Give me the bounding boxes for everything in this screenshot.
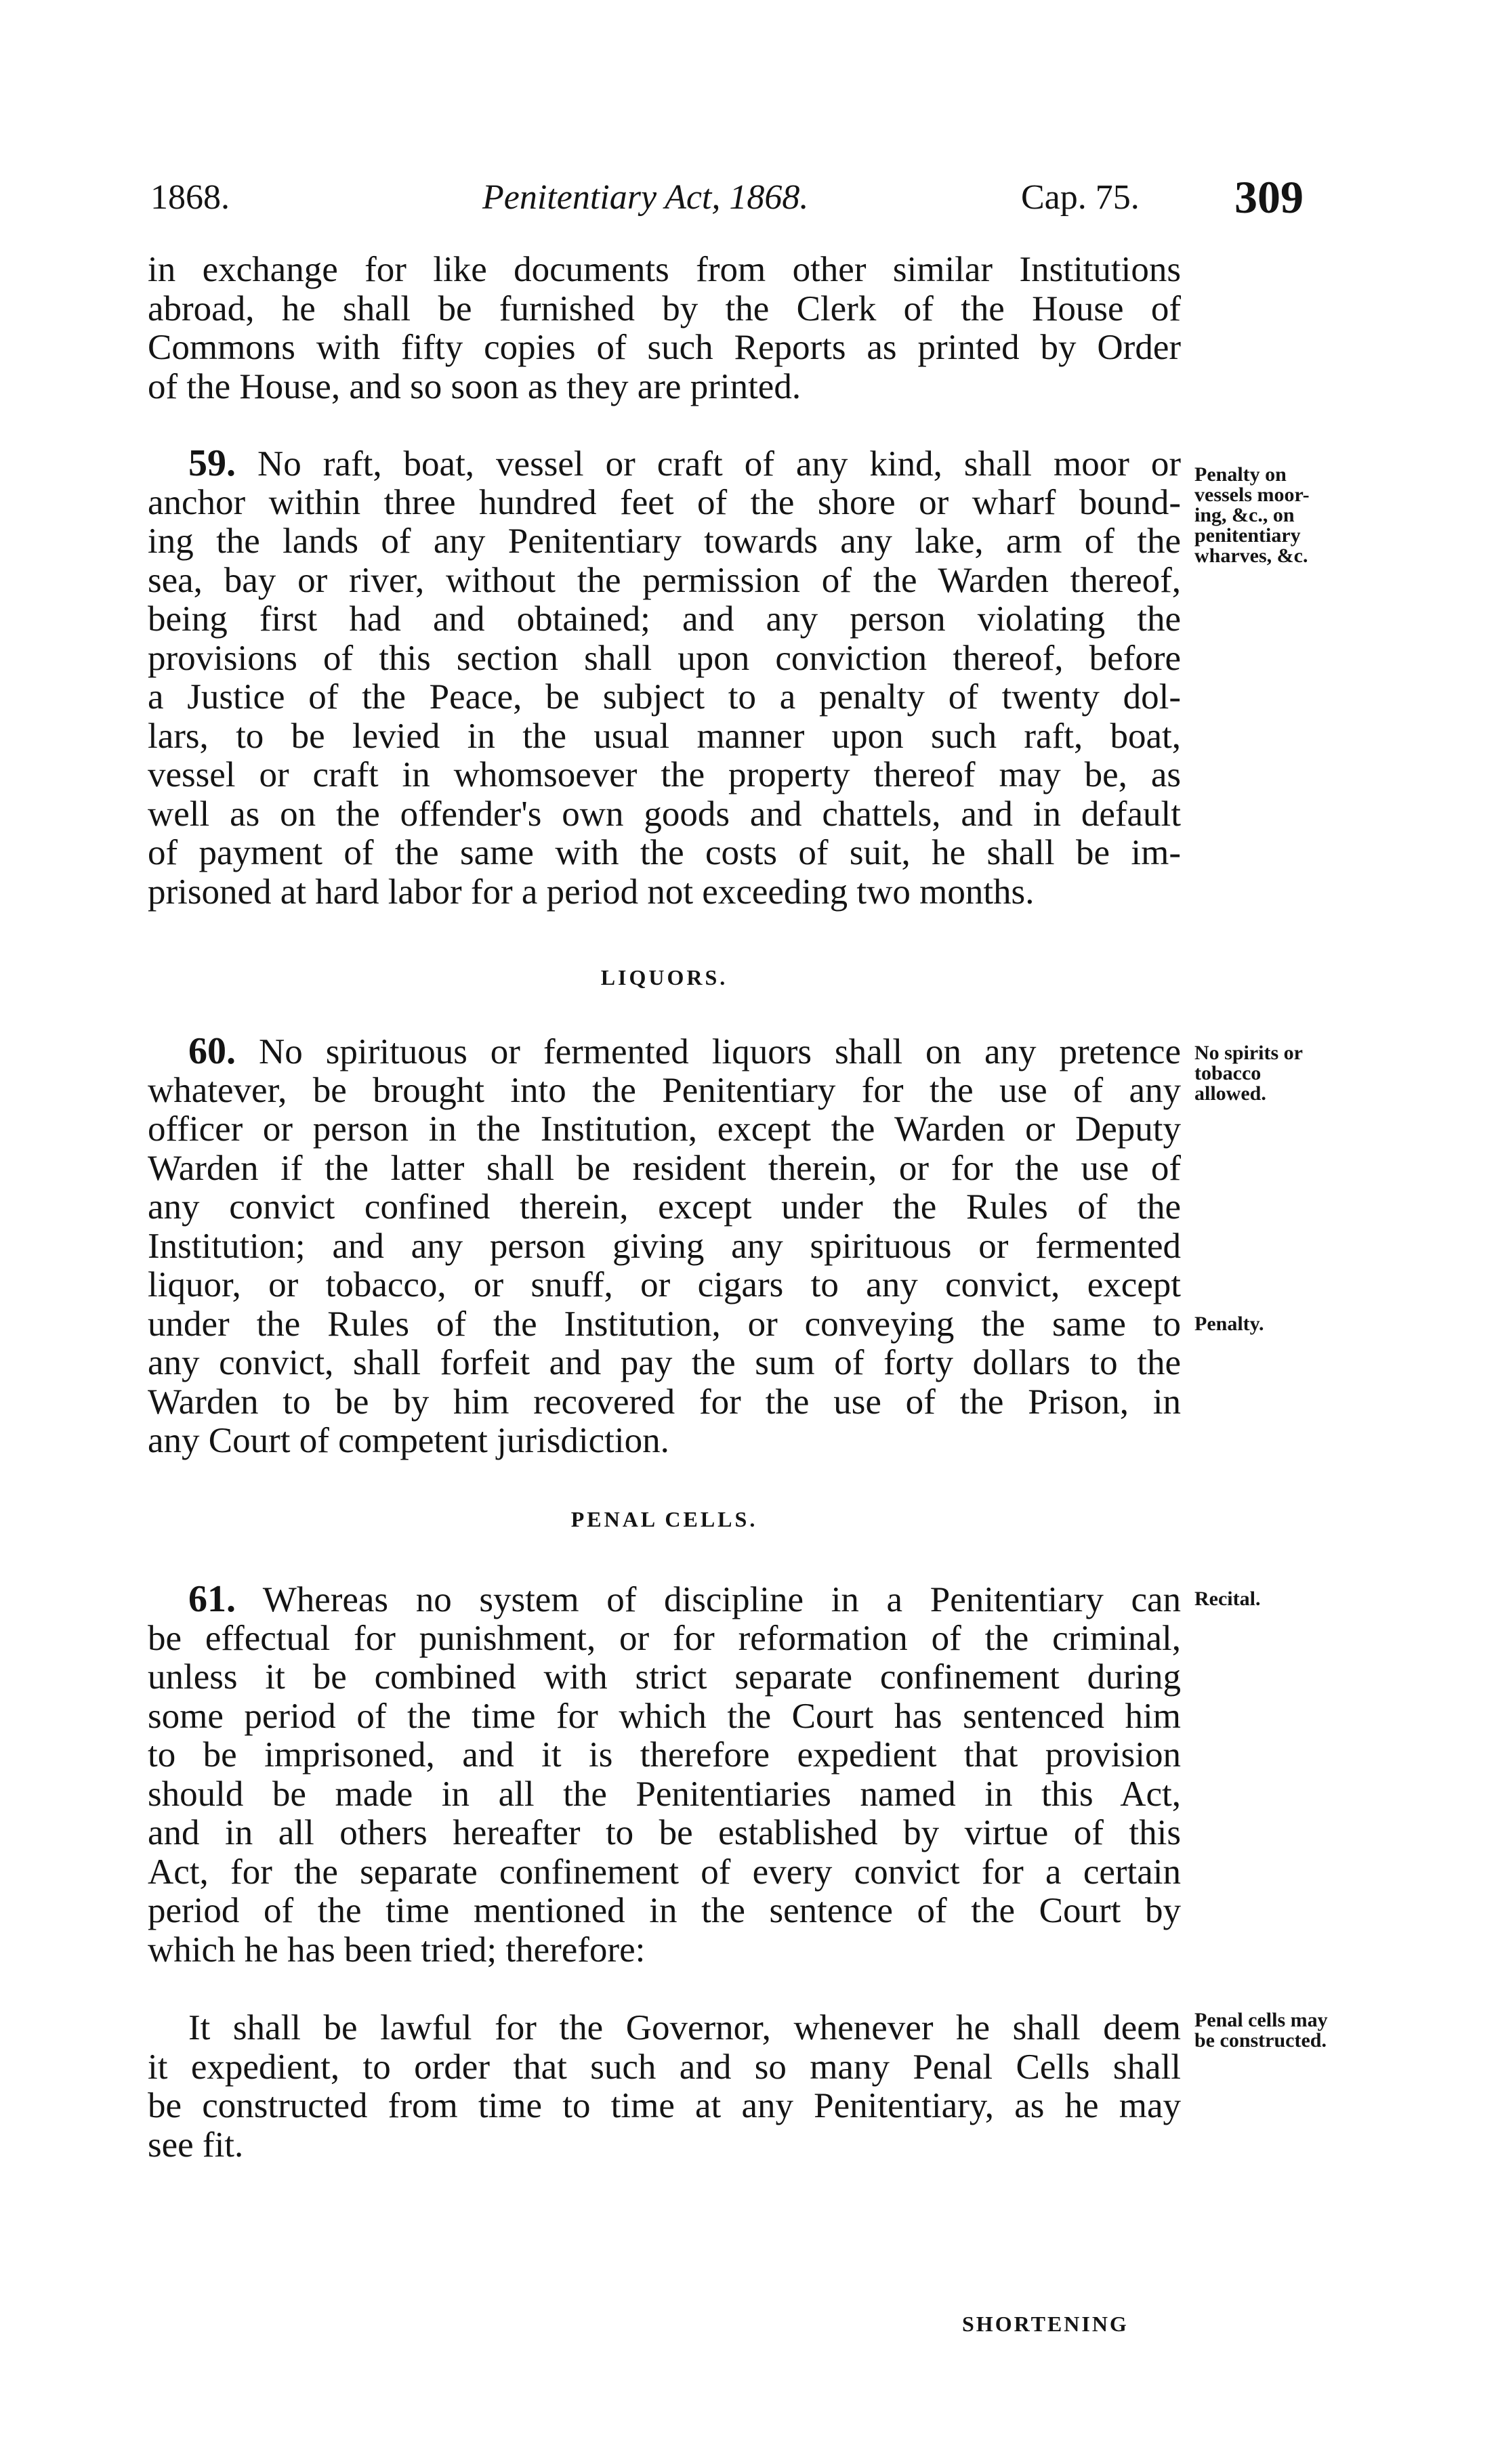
intro-paragraph bbox=[148, 251, 1181, 406]
section-first-line bbox=[148, 1032, 1181, 1071]
section-first-line bbox=[148, 1580, 1181, 1619]
text-line: sea, bay or river, without the permission of the Warden thereof, bbox=[148, 560, 1181, 600]
text-line: officer or person in the Institution, except the Warden or Deputy bbox=[148, 1109, 1181, 1149]
text-line: any convict, shall forfeit and pay the sum of forty dollars to the bbox=[148, 1343, 1181, 1382]
margin-line: Penal cells may bbox=[1194, 2009, 1328, 2031]
text-line: unless it be combined with strict separate confinement during bbox=[148, 1657, 1181, 1697]
text-line: and in all others hereafter to be established by virtue of this bbox=[148, 1813, 1181, 1852]
margin-note-60-penalty bbox=[1194, 1314, 1384, 1334]
margin-line: Recital. bbox=[1194, 1588, 1261, 1610]
text-line: Commons with fifty copies of such Reports as printed by Order bbox=[148, 328, 1181, 367]
text-line: Warden to be by him recovered for the use of the Prison, in bbox=[148, 1382, 1181, 1422]
text-line: provisions of this section shall upon conviction thereof, before bbox=[148, 638, 1181, 678]
text-line: should be made in all the Penitentiaries named in this Act, bbox=[148, 1774, 1181, 1814]
margin-note-59 bbox=[1194, 465, 1384, 566]
text-line: anchor within three hundred feet of the shore or wharf bound- bbox=[148, 482, 1181, 522]
text-line: Warden if the latter shall be resident therein, or for the use of bbox=[148, 1148, 1181, 1188]
text-line: liquor, or tobacco, or snuff, or cigars to any convict, except bbox=[148, 1265, 1181, 1304]
margin-line: penitentiary bbox=[1194, 524, 1301, 547]
text-line: lars, to be levied in the usual manner upon such raft, boat, bbox=[148, 716, 1181, 756]
section-first-line-text: Whereas no system of discipline in a Penitentiary can bbox=[262, 1580, 1181, 1619]
section-first-line: It shall be lawful for the Governor, whenever he shall deem bbox=[188, 2008, 1181, 2047]
margin-line: ing, &c., on bbox=[1194, 504, 1295, 526]
margin-line: Penalty on bbox=[1194, 463, 1287, 486]
text-line: Act, for the separate confinement of every convict for a certain bbox=[148, 1852, 1181, 1892]
text-line: Institution; and any person giving any spirituous or fermented bbox=[148, 1226, 1181, 1266]
section-61 bbox=[148, 1580, 1181, 1970]
margin-note-61b bbox=[1194, 2010, 1384, 2051]
text-line: a Justice of the Peace, be subject to a penalty of twenty dol- bbox=[148, 677, 1181, 717]
text-line: see fit. bbox=[148, 2125, 244, 2165]
text-line: period of the time mentioned in the sentence of the Court by bbox=[148, 1891, 1181, 1930]
running-header bbox=[150, 167, 1390, 228]
header-chapter: Cap. 75. bbox=[1021, 178, 1140, 217]
text-line: of the House, and so soon as they are printed. bbox=[148, 366, 801, 406]
heading-liquors: LIQUORS. bbox=[600, 965, 728, 990]
text-line: prisoned at hard labor for a period not exceeding two months. bbox=[148, 872, 1035, 912]
margin-line: be constructed. bbox=[1194, 2029, 1327, 2052]
margin-line: No spirits or bbox=[1194, 1042, 1303, 1064]
text-line: it expedient, to order that such and so many Penal Cells shall bbox=[148, 2047, 1181, 2087]
text-line: abroad, he shall be furnished by the Clerk of the House of bbox=[148, 289, 1181, 328]
text-line: vessel or craft in whomsoever the property thereof may be, as bbox=[148, 755, 1181, 794]
text-line: to be imprisoned, and it is therefore expedient that provision bbox=[148, 1735, 1181, 1775]
header-year: 1868. bbox=[150, 178, 230, 217]
text-line: under the Rules of the Institution, or conveying the same to bbox=[148, 1304, 1181, 1344]
text-line: of payment of the same with the costs of suit, he shall be im- bbox=[148, 833, 1181, 872]
text-line: well as on the offender's own goods and chattels, and in default bbox=[148, 794, 1181, 834]
page-number: 309 bbox=[1234, 171, 1304, 223]
margin-line: wharves, &c. bbox=[1194, 545, 1308, 567]
header-title: Penitentiary Act, 1868. bbox=[482, 178, 809, 217]
text-line: in exchange for like documents from other similar Institutions bbox=[148, 250, 1181, 289]
text-line: being first had and obtained; and any person violating the bbox=[148, 599, 1181, 639]
section-60 bbox=[148, 1032, 1181, 1461]
text-line: any Court of competent jurisdiction. bbox=[148, 1421, 669, 1460]
section-number: 61. bbox=[188, 1578, 236, 1620]
section-first-line-text: No raft, boat, vessel or craft of any kind, shall moor or bbox=[257, 444, 1182, 484]
section-number: 59. bbox=[188, 442, 236, 484]
text-line: some period of the time for which the Court has sentenced him bbox=[148, 1696, 1181, 1736]
section-59 bbox=[148, 444, 1181, 912]
text-line: any convict confined therein, except under the Rules of the bbox=[148, 1187, 1181, 1227]
section-first-line-text: No spirituous or fermented liquors shall on any pretence bbox=[258, 1032, 1181, 1071]
margin-line: Penalty. bbox=[1194, 1313, 1264, 1335]
margin-note-60 bbox=[1194, 1043, 1384, 1104]
section-61-enacting bbox=[148, 2009, 1181, 2165]
section-first-line bbox=[148, 444, 1181, 484]
section-number: 60. bbox=[188, 1030, 236, 1072]
margin-line: tobacco bbox=[1194, 1062, 1262, 1084]
text-line: whatever, be brought into the Penitentiary for the use of any bbox=[148, 1070, 1181, 1110]
margin-note-61 bbox=[1194, 1589, 1384, 1609]
text-line: ing the lands of any Penitentiary towards any lake, arm of the bbox=[148, 522, 1181, 561]
text-line: be constructed from time to time at any Penitentiary, as he may bbox=[148, 2086, 1181, 2125]
margin-line: allowed. bbox=[1194, 1082, 1266, 1105]
margin-line: vessels moor- bbox=[1194, 484, 1310, 506]
text-line: be effectual for punishment, or for reformation of the criminal, bbox=[148, 1618, 1181, 1658]
heading-penal-cells: PENAL CELLS. bbox=[570, 1507, 758, 1531]
catchword: SHORTENING bbox=[962, 2312, 1129, 2336]
text-line: which he has been tried; therefore: bbox=[148, 1930, 646, 1970]
